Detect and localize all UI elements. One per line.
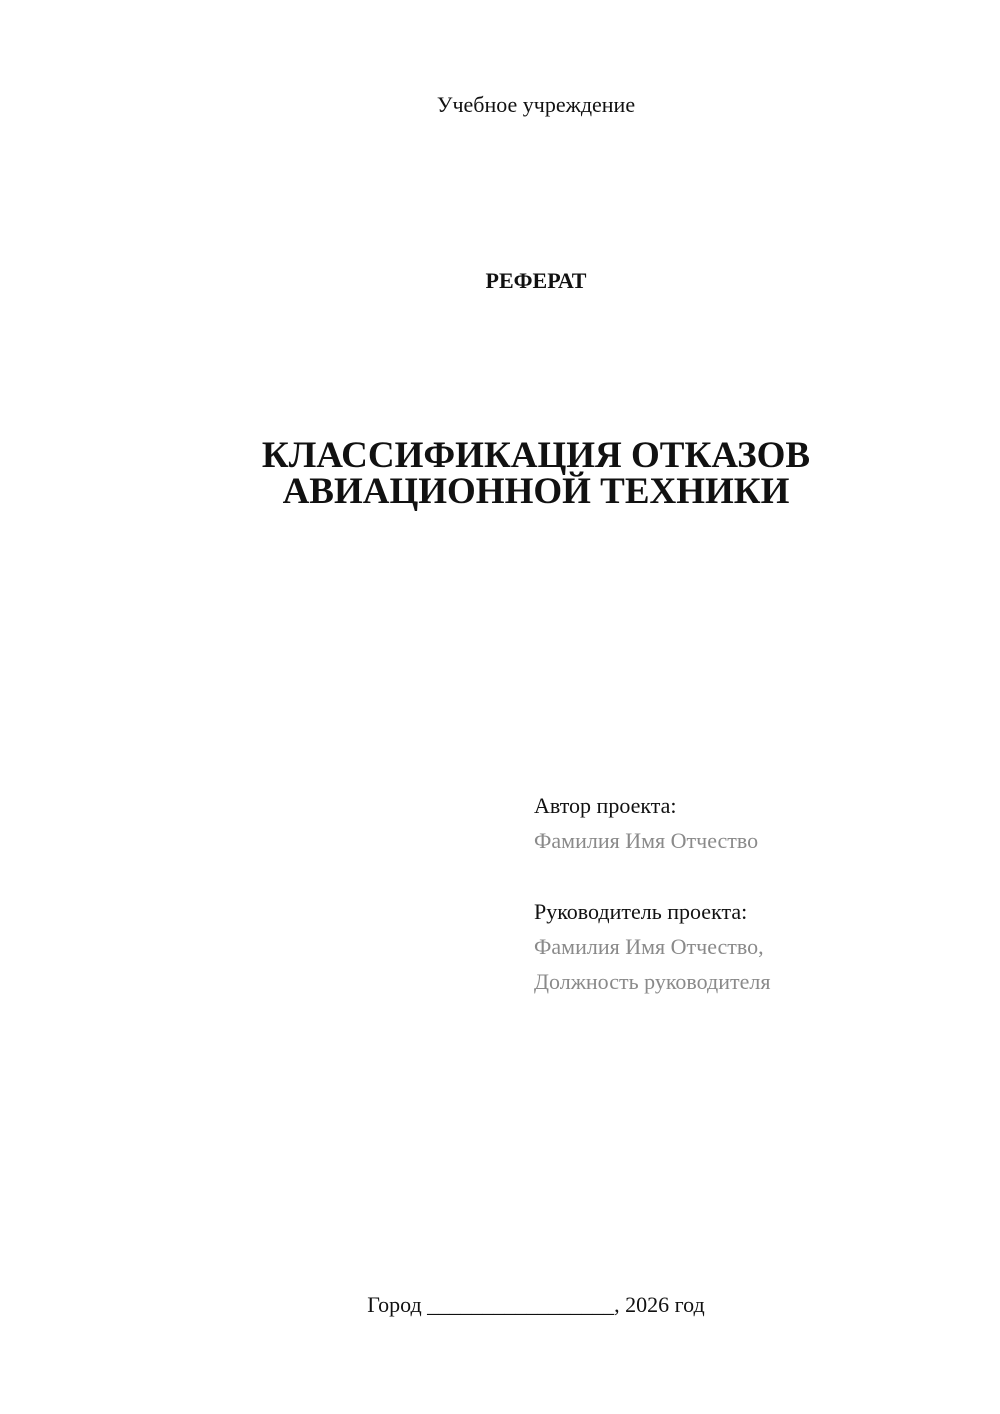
supervisor-name: Фамилия Имя Отчество, [534, 934, 764, 959]
project-people [534, 788, 974, 999]
spacer [534, 858, 974, 894]
author-label: Автор проекта: [534, 793, 677, 818]
title-line-1: КЛАССИФИКАЦИЯ ОТКАЗОВ [261, 435, 811, 476]
document-type: РЕФЕРАТ [485, 268, 587, 293]
author-name: Фамилия Имя Отчество [534, 828, 759, 853]
city-year-line: Город _________________, 2026 год [367, 1292, 705, 1317]
title-line-2: АВИАЦИОННОЙ ТЕХНИКИ [282, 471, 790, 512]
document-title [0, 435, 1000, 512]
institution-name: Учебное учреждение [436, 92, 636, 117]
supervisor-position: Должность руководителя [534, 969, 771, 994]
supervisor-label: Руководитель проекта: [534, 899, 748, 924]
